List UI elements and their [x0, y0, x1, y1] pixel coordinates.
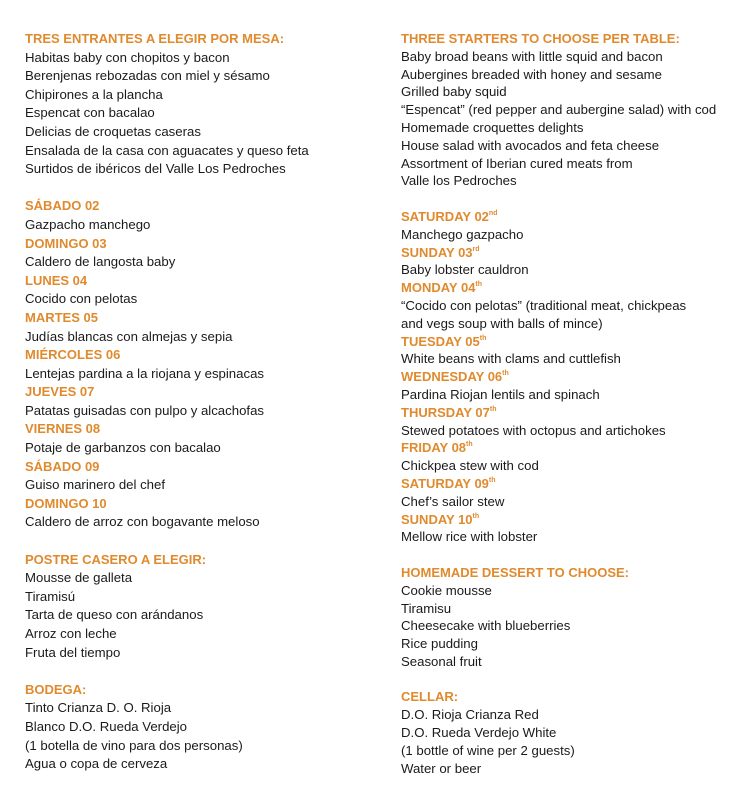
- starter-item: Habitas baby con chopitos y bacon: [25, 49, 230, 65]
- day-dish: Manchego gazpacho: [401, 226, 524, 242]
- cellar-item: (1 bottle of wine per 2 guests): [401, 742, 575, 758]
- day-dish: Gazpacho manchego: [25, 216, 151, 232]
- dessert-item: Seasonal fruit: [401, 653, 482, 669]
- day-heading: THURSDAY 07th: [401, 404, 497, 420]
- dessert-item: Tiramisu: [401, 600, 452, 616]
- day-dish: Chickpea stew with cod: [401, 458, 539, 474]
- day-heading: DOMINGO 03: [25, 235, 107, 251]
- cellar-item: (1 botella de vino para dos personas): [25, 737, 243, 753]
- dessert-item: Tiramisú: [25, 588, 76, 604]
- dessert-heading: HOMEMADE DESSERT TO CHOOSE:: [401, 564, 630, 580]
- day-dish: Mellow rice with lobster: [401, 529, 538, 545]
- day-heading: WEDNESDAY 06th: [401, 369, 509, 385]
- english-menu-column: [401, 30, 746, 777]
- day-heading: DOMINGO 10: [25, 495, 107, 511]
- day-heading: MARTES 05: [25, 309, 98, 325]
- day-dish: Guiso marinero del chef: [25, 477, 166, 493]
- cellar-item: D.O. Rioja Crianza Red: [401, 707, 539, 723]
- starter-item: Delicias de croquetas caseras: [25, 123, 201, 139]
- day-dish: “Cocido con pelotas” (traditional meat, chickpeas: [401, 297, 687, 313]
- dessert-item: Cookie mousse: [401, 582, 492, 598]
- cellar-item: D.O. Rueda Verdejo White: [401, 725, 557, 741]
- cellar-item: Blanco D.O. Rueda Verdejo: [25, 718, 188, 734]
- day-heading: FRIDAY 08th: [401, 440, 473, 456]
- cellar-item: Water or beer: [401, 760, 482, 776]
- dessert-heading: POSTRE CASERO A ELEGIR:: [25, 551, 207, 567]
- starter-item: Assortment of Iberian cured meats from: [401, 155, 633, 171]
- spanish-menu-column: [25, 30, 380, 774]
- day-heading: VIERNES 08: [25, 421, 101, 437]
- dessert-item: Mousse de galleta: [25, 570, 133, 586]
- day-dish: Baby lobster cauldron: [401, 262, 529, 278]
- starters-heading: TRES ENTRANTES A ELEGIR POR MESA:: [25, 31, 285, 46]
- starter-item: Aubergines breaded with honey and sesame: [401, 66, 662, 82]
- starter-item: House salad with avocados and feta cheese: [401, 137, 660, 153]
- starter-item: Espencat con bacalao: [25, 105, 155, 121]
- day-dish: Judías blancas con almejas y sepia: [25, 328, 233, 344]
- day-heading: MIÉRCOLES 06: [25, 347, 121, 363]
- day-heading: SÁBADO 02: [25, 198, 100, 214]
- dessert-item: Arroz con leche: [25, 626, 117, 641]
- starter-item: Homemade croquettes delights: [401, 119, 584, 135]
- starter-item: “Espencat” (red pepper and aubergine salad) with cod: [401, 102, 717, 118]
- dessert-item: Tarta de queso con arándanos: [25, 607, 204, 623]
- starter-item: Surtidos de ibéricos del Valle Los Pedroches: [25, 161, 286, 177]
- starter-item: Grilled baby squid: [401, 84, 507, 100]
- day-dish: Lentejas pardina a la riojana y espinacas: [25, 365, 264, 381]
- starter-item: Berenjenas rebozadas con miel y sésamo: [25, 68, 270, 84]
- starters-heading: THREE STARTERS TO CHOOSE PER TABLE:: [401, 31, 680, 46]
- day-dish: Caldero de langosta baby: [25, 254, 176, 270]
- day-heading: SUNDAY 10th: [401, 511, 480, 527]
- cellar-item: Tinto Crianza D. O. Rioja: [25, 700, 172, 716]
- starter-item: Valle los Pedroches: [401, 173, 517, 189]
- starter-item: Chipirones a la plancha: [25, 86, 163, 102]
- starter-item: Ensalada de la casa con aguacates y queso feta: [25, 142, 309, 158]
- day-heading: SATURDAY 09th: [401, 475, 496, 491]
- day-dish: Caldero de arroz con bogavante meloso: [25, 514, 260, 530]
- day-heading: MONDAY 04th: [401, 280, 483, 296]
- day-heading: LUNES 04: [25, 272, 88, 288]
- day-dish: White beans with clams and cuttlefish: [401, 351, 621, 367]
- dessert-item: Cheesecake with blueberries: [401, 618, 571, 634]
- day-dish: Patatas guisadas con pulpo y alcachofas: [25, 402, 264, 418]
- day-heading: JUEVES 07: [25, 384, 95, 400]
- day-dish: Pardina Riojan lentils and spinach: [401, 386, 600, 402]
- day-heading: SUNDAY 03rd: [401, 244, 480, 260]
- day-dish: Chef’s sailor stew: [401, 493, 505, 509]
- day-heading: SATURDAY 02nd: [401, 208, 498, 224]
- cellar-heading: CELLAR:: [401, 689, 459, 705]
- day-heading: TUESDAY 05th: [401, 333, 487, 349]
- dessert-item: Rice pudding: [401, 636, 478, 652]
- day-heading: SÁBADO 09: [25, 458, 100, 474]
- day-dish: Stewed potatoes with octopus and artichokes: [401, 422, 666, 438]
- dessert-item: Fruta del tiempo: [25, 644, 121, 660]
- day-dish: Cocido con pelotas: [25, 291, 138, 307]
- cellar-heading: BODEGA:: [25, 681, 87, 697]
- cellar-item: Agua o copa de cerveza: [25, 756, 168, 772]
- starter-item: Baby broad beans with little squid and bacon: [401, 48, 663, 64]
- day-dish: and vegs soup with balls of mince): [401, 315, 603, 331]
- day-dish: Potaje de garbanzos con bacalao: [25, 440, 221, 456]
